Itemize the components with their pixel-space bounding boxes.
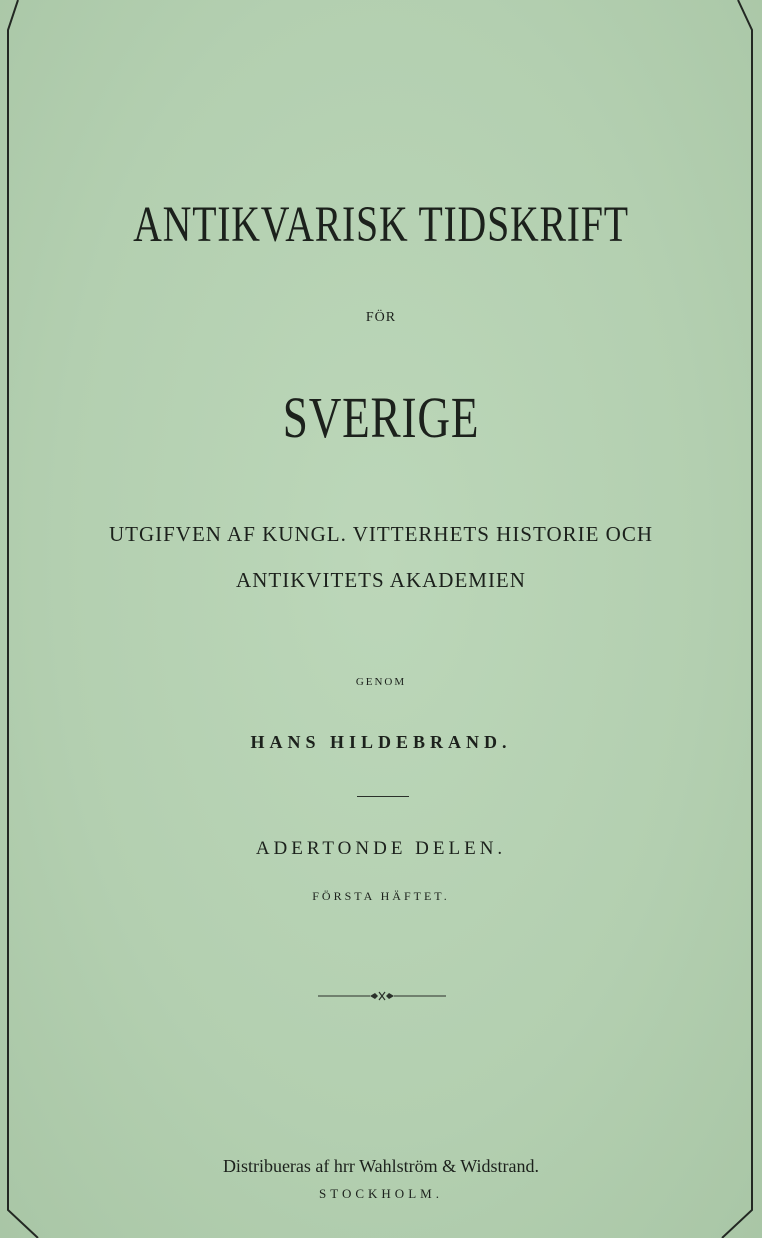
volume-label: ADERTONDE DELEN.	[255, 838, 507, 859]
issue-label: FÖRSTA HÄFTET.	[312, 889, 450, 903]
editor-name: HANS HILDEBRAND.	[250, 732, 512, 752]
preposition-for: FÖR	[365, 310, 397, 325]
country-title: SVERIGE	[282, 385, 480, 450]
divider-rule	[357, 796, 409, 797]
by-word: GENOM	[355, 676, 407, 688]
publisher-line-1: UTGIFVEN AF KUNGL. VITTERHETS HISTORIE OCH	[108, 522, 654, 546]
city-imprint: STOCKHOLM.	[319, 1186, 443, 1201]
journal-title: ANTIKVARISK TIDSKRIFT	[133, 197, 629, 253]
ornament-divider-icon	[318, 990, 446, 1002]
publisher-line-2: ANTIKVITETS AKADEMIEN	[236, 568, 526, 592]
distribution-note: Distribueras af hrr Wahlström & Widstrand.	[222, 1156, 540, 1176]
